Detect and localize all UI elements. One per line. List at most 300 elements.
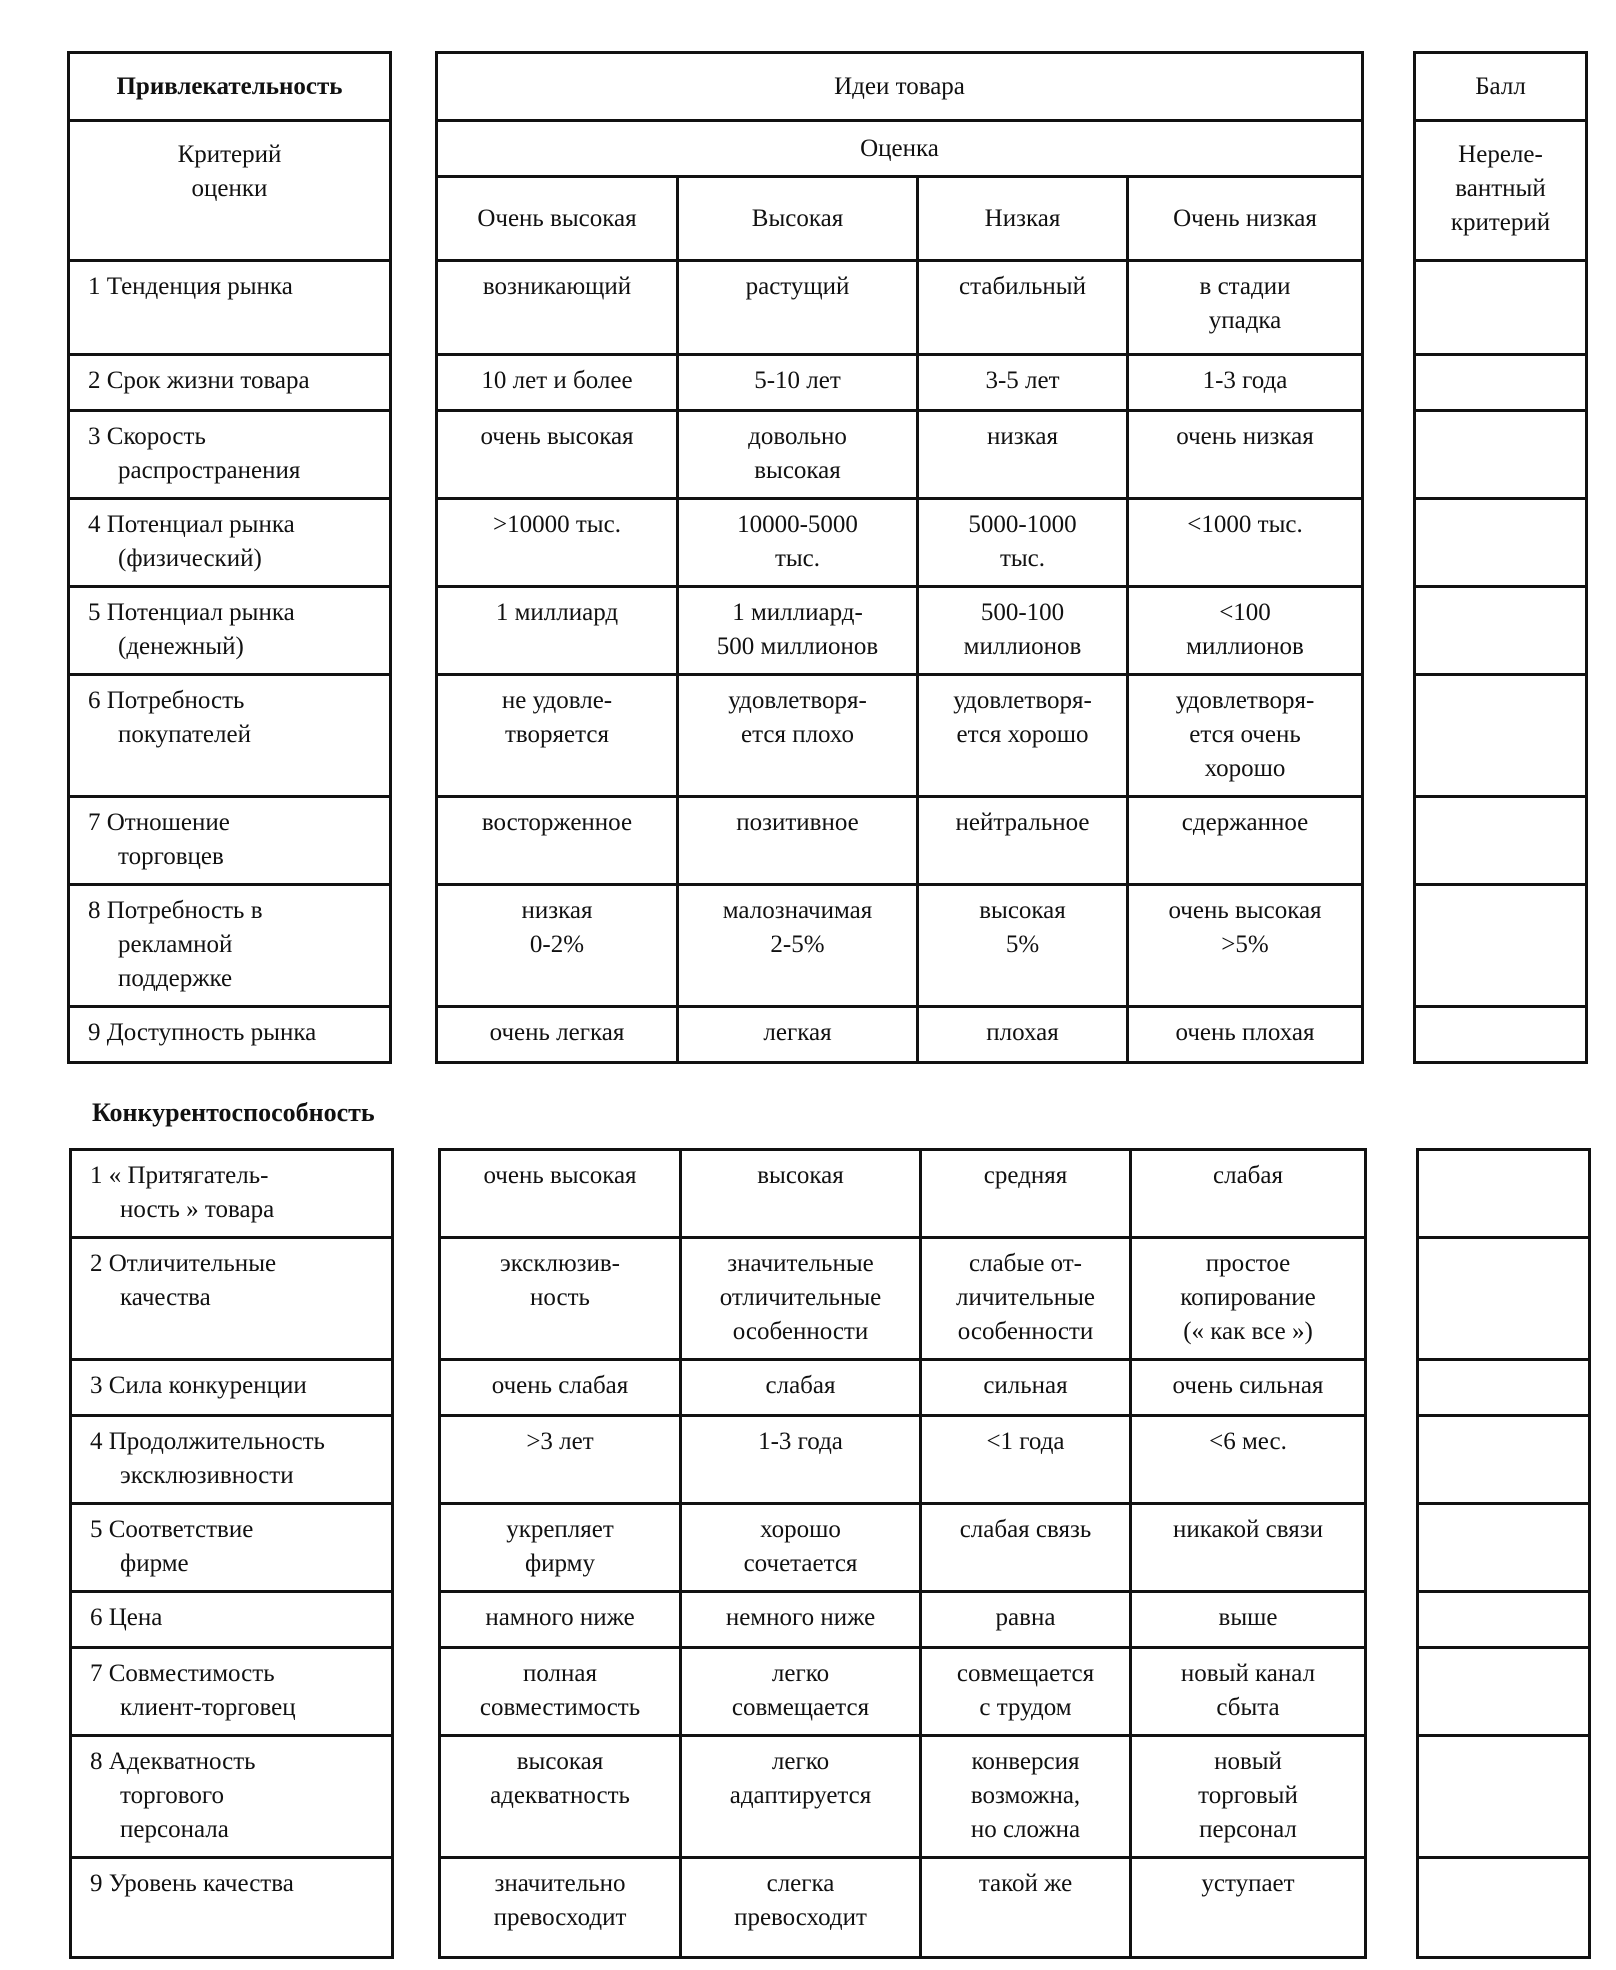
value-cell <box>1128 797 1363 885</box>
table-row <box>69 797 391 885</box>
value-cell <box>1128 1007 1363 1063</box>
value-line: превосходит <box>734 1904 867 1931</box>
score-cell[interactable] <box>1415 675 1587 797</box>
value-line: отличительные <box>719 1284 882 1311</box>
value-line: средняя <box>983 1162 1068 1189</box>
value-cell <box>918 885 1128 1007</box>
value-cell <box>1128 587 1363 675</box>
value-line: 1-3 года <box>758 1428 843 1455</box>
criterion-line: торгового <box>120 1782 224 1809</box>
value-line: новый <box>1214 1748 1282 1775</box>
value-cell <box>678 675 918 797</box>
criterion-cell <box>71 1736 393 1858</box>
table-row <box>1418 1416 1590 1504</box>
criterion-cell <box>69 587 391 675</box>
table-row <box>1415 355 1587 411</box>
level-label: Очень высокая <box>477 204 637 232</box>
value-line: слабая <box>1213 1162 1283 1189</box>
value-line: <1 года <box>986 1428 1065 1455</box>
value-line: простое <box>1205 1250 1291 1277</box>
value-line: плохая <box>986 1019 1059 1046</box>
value-line: совмещается <box>956 1660 1095 1687</box>
value-cell <box>678 499 918 587</box>
score-cell[interactable] <box>1418 1648 1590 1736</box>
criterion-cell <box>71 1238 393 1360</box>
value-line: возможна, <box>970 1782 1081 1809</box>
value-line: выше <box>1218 1604 1278 1631</box>
value-line: восторженное <box>481 809 633 836</box>
value-line: >10000 тыс. <box>493 511 621 538</box>
value-cell <box>437 355 678 411</box>
value-cell <box>681 1360 921 1416</box>
value-line: 1-3 года <box>1202 367 1288 394</box>
value-line: творяется <box>505 721 609 748</box>
value-line: в стадии <box>1199 273 1291 300</box>
value-line: легкая <box>763 1019 832 1046</box>
value-line: ется очень <box>1189 721 1301 748</box>
table-row <box>1418 1736 1590 1858</box>
table-row <box>440 1150 1366 1238</box>
table-row <box>1418 1858 1590 1958</box>
value-cell <box>437 499 678 587</box>
criterion-line: персонала <box>120 1816 229 1843</box>
value-cell <box>440 1648 681 1736</box>
value-line: позитивное <box>736 809 859 836</box>
value-line: фирму <box>524 1550 596 1577</box>
value-line: растущий <box>745 273 850 300</box>
value-cell <box>440 1238 681 1360</box>
value-line: ется плохо <box>741 721 854 748</box>
value-line: возникающий <box>482 273 632 300</box>
irrelevant-header-line: критерий <box>1450 209 1551 236</box>
value-line: высокая <box>979 897 1066 924</box>
value-line: слабая связь <box>959 1516 1092 1543</box>
value-line: легко <box>771 1660 830 1687</box>
value-line: такой же <box>978 1870 1073 1897</box>
attractiveness-values-table <box>435 51 1364 1064</box>
value-line: низкая <box>987 423 1058 450</box>
table-row <box>71 1858 393 1958</box>
value-line: нейтральное <box>955 809 1090 836</box>
value-cell <box>918 499 1128 587</box>
level-header-low <box>918 177 1128 261</box>
value-cell <box>678 797 918 885</box>
level-label: Низкая <box>984 204 1061 232</box>
criterion-line: 6 Потребность <box>88 687 245 714</box>
value-cell <box>918 797 1128 885</box>
value-line: тыс. <box>774 545 821 572</box>
score-cell[interactable] <box>1418 1416 1590 1504</box>
value-line: 5% <box>1005 931 1040 958</box>
value-cell <box>921 1150 1131 1238</box>
value-line: очень слабая <box>491 1372 629 1399</box>
table-row <box>69 261 391 355</box>
value-line: особенности <box>732 1318 869 1345</box>
value-line: высокая <box>757 1162 844 1189</box>
value-line: сбыта <box>1216 1694 1280 1721</box>
level-label: Высокая <box>751 204 844 232</box>
value-line: тыс. <box>999 545 1046 572</box>
value-line: упадка <box>1208 307 1282 334</box>
score-header-label: Балл <box>1475 72 1526 100</box>
value-line: полная <box>523 1660 597 1687</box>
value-line: но сложна <box>970 1816 1081 1843</box>
value-line: 3-5 лет <box>985 367 1060 394</box>
score-cell[interactable] <box>1415 1007 1587 1063</box>
value-line: сильная <box>983 1372 1068 1399</box>
table-row <box>1415 1007 1587 1063</box>
value-cell <box>1128 261 1363 355</box>
value-cell <box>1131 1238 1366 1360</box>
value-cell <box>1131 1150 1366 1238</box>
table-row <box>1418 1504 1590 1592</box>
score-cell[interactable] <box>1415 797 1587 885</box>
score-cell[interactable] <box>1418 1150 1590 1238</box>
value-cell <box>918 411 1128 499</box>
value-line: 500-100 <box>980 599 1065 626</box>
criterion-line: эксклюзивности <box>120 1462 294 1489</box>
value-line: совместимость <box>479 1694 641 1721</box>
value-line: сочетается <box>743 1550 858 1577</box>
criterion-header <box>69 121 391 261</box>
value-cell <box>1131 1648 1366 1736</box>
table-row <box>69 499 391 587</box>
value-line: (« как все ») <box>1183 1318 1313 1345</box>
value-cell <box>921 1648 1131 1736</box>
value-line: 1 миллиард <box>495 599 619 626</box>
table-row <box>69 1007 391 1063</box>
score-cell[interactable] <box>1418 1736 1590 1858</box>
table-row <box>440 1858 1366 1958</box>
criterion-line: ность » товара <box>120 1196 275 1223</box>
criterion-cell <box>69 261 391 355</box>
criterion-line: (физический) <box>118 545 262 572</box>
value-cell <box>1128 355 1363 411</box>
value-cell <box>437 675 678 797</box>
criterion-line: покупателей <box>118 721 251 748</box>
score-cell[interactable] <box>1418 1592 1590 1648</box>
value-line: удовлетворя- <box>953 687 1092 714</box>
value-line: немного ниже <box>725 1604 876 1631</box>
value-line: низкая <box>521 897 593 924</box>
value-line: очень сильная <box>1172 1372 1324 1399</box>
criterion-cell <box>71 1360 393 1416</box>
value-line: очень высокая <box>480 423 634 450</box>
value-cell <box>1128 675 1363 797</box>
table-row <box>1415 675 1587 797</box>
value-cell <box>437 411 678 499</box>
value-line: слабые от- <box>969 1250 1082 1277</box>
value-cell <box>921 1858 1131 1958</box>
value-cell <box>918 261 1128 355</box>
value-line: <1000 тыс. <box>1187 511 1303 538</box>
criterion-line: 5 Соответствие <box>90 1516 254 1543</box>
value-cell <box>681 1150 921 1238</box>
value-line: очень низкая <box>1176 423 1314 450</box>
criterion-line: 2 Срок жизни товара <box>88 367 310 394</box>
table-row <box>71 1504 393 1592</box>
criterion-line: 1 « Притягатель- <box>90 1162 269 1189</box>
criterion-cell <box>69 1007 391 1063</box>
criterion-line: поддержке <box>118 965 233 992</box>
criterion-cell <box>69 355 391 411</box>
criterion-line: 2 Отличительные <box>90 1250 277 1277</box>
score-cell[interactable] <box>1415 499 1587 587</box>
value-cell <box>440 1416 681 1504</box>
table-row <box>71 1360 393 1416</box>
value-cell <box>440 1736 681 1858</box>
value-line: слабая <box>765 1372 836 1399</box>
value-cell <box>678 355 918 411</box>
table-row <box>1418 1592 1590 1648</box>
assessment-label: Оценка <box>860 134 939 162</box>
table-row <box>69 675 391 797</box>
table-row <box>440 1360 1366 1416</box>
value-line: очень высокая <box>1168 897 1322 924</box>
criterion-line: 8 Адекватность <box>90 1748 256 1775</box>
criterion-cell <box>71 1150 393 1238</box>
value-line: миллионов <box>1186 633 1304 660</box>
value-line: 500 миллионов <box>716 633 879 660</box>
table-row <box>71 1416 393 1504</box>
criterion-line: 6 Цена <box>90 1604 163 1631</box>
product-ideas-header <box>437 53 1363 121</box>
value-cell <box>437 885 678 1007</box>
score-cell[interactable] <box>1415 885 1587 1007</box>
attractiveness-header-label: Привлекательность <box>116 72 343 100</box>
value-cell <box>678 1007 918 1063</box>
criterion-line: 4 Потенциал рынка <box>88 511 295 538</box>
table-row <box>437 1007 1363 1063</box>
table-row <box>1418 1648 1590 1736</box>
assessment-header <box>437 121 1363 177</box>
value-cell <box>921 1238 1131 1360</box>
value-cell <box>681 1858 921 1958</box>
table-row <box>437 675 1363 797</box>
value-cell <box>1131 1736 1366 1858</box>
value-line: совмещается <box>731 1694 870 1721</box>
table-row <box>71 1238 393 1360</box>
value-cell <box>681 1592 921 1648</box>
table-row <box>71 1592 393 1648</box>
value-line: слегка <box>766 1870 835 1897</box>
table-row <box>1415 587 1587 675</box>
criterion-line: 9 Доступность рынка <box>88 1019 317 1046</box>
value-cell <box>1131 1504 1366 1592</box>
criterion-line: качества <box>120 1284 211 1311</box>
value-cell <box>678 411 918 499</box>
score-cell[interactable] <box>1418 1360 1590 1416</box>
value-line: >3 лет <box>526 1428 594 1455</box>
value-line: новый канал <box>1180 1660 1316 1687</box>
value-cell <box>1131 1416 1366 1504</box>
value-cell <box>1128 885 1363 1007</box>
level-header-very-low <box>1128 177 1363 261</box>
value-cell <box>440 1858 681 1958</box>
value-line: уступает <box>1201 1870 1295 1897</box>
table-row <box>69 355 391 411</box>
attractiveness-score-table <box>1413 51 1588 1064</box>
criterion-header-line: Критерий <box>177 141 282 168</box>
value-line: 10000-5000 <box>737 511 858 538</box>
value-line: никакой связи <box>1173 1516 1323 1543</box>
table-row <box>437 499 1363 587</box>
value-line: 5000-1000 <box>968 511 1077 538</box>
irrelevant-header-line: вантный <box>1455 175 1546 202</box>
table-row <box>1418 1150 1590 1238</box>
table-row <box>437 411 1363 499</box>
competitiveness-values-table <box>438 1148 1367 1959</box>
table-row <box>1415 885 1587 1007</box>
criterion-line: фирме <box>120 1550 189 1577</box>
criterion-cell <box>71 1416 393 1504</box>
criterion-cell <box>69 499 391 587</box>
criterion-line: 8 Потребность в <box>88 897 263 924</box>
criterion-header-line: оценки <box>191 175 268 202</box>
value-line: значительно <box>494 1870 626 1897</box>
table-row <box>1418 1238 1590 1360</box>
score-cell[interactable] <box>1418 1504 1590 1592</box>
value-line: сдержанное <box>1181 809 1309 836</box>
value-cell <box>918 1007 1128 1063</box>
criterion-line: 4 Продолжительность <box>90 1428 325 1455</box>
table-row <box>1415 797 1587 885</box>
product-ideas-label: Идеи товара <box>834 72 965 100</box>
score-cell[interactable] <box>1418 1858 1590 1958</box>
criterion-cell <box>71 1504 393 1592</box>
value-line: ность <box>530 1284 590 1311</box>
value-line: очень легкая <box>489 1019 625 1046</box>
criterion-line: клиент-торговец <box>120 1694 296 1721</box>
table-row <box>437 355 1363 411</box>
value-line: ется хорошо <box>956 721 1089 748</box>
value-line: высокая <box>516 1748 604 1775</box>
table-row <box>69 587 391 675</box>
value-cell <box>681 1736 921 1858</box>
value-cell <box>1131 1592 1366 1648</box>
value-cell <box>918 355 1128 411</box>
value-line: укрепляет <box>506 1516 614 1543</box>
table-row <box>440 1416 1366 1504</box>
value-cell <box>1131 1858 1366 1958</box>
value-line: значительные <box>727 1250 874 1277</box>
value-line: хорошо <box>760 1516 841 1543</box>
value-line: 5-10 лет <box>754 367 841 394</box>
criterion-line: рекламной <box>118 931 233 958</box>
criterion-cell <box>69 411 391 499</box>
value-line: высокая <box>754 457 841 484</box>
value-line: 1 миллиард- <box>732 599 863 626</box>
table-row <box>1415 411 1587 499</box>
criterion-line: 3 Скорость <box>88 423 206 450</box>
table-row <box>440 1648 1366 1736</box>
score-cell[interactable] <box>1415 355 1587 411</box>
value-line: удовлетворя- <box>1175 687 1315 714</box>
criterion-cell <box>69 675 391 797</box>
table-row <box>1415 261 1587 355</box>
value-cell <box>921 1504 1131 1592</box>
value-cell <box>437 1007 678 1063</box>
level-label: Очень низкая <box>1173 204 1317 232</box>
value-cell <box>440 1360 681 1416</box>
value-cell <box>921 1360 1131 1416</box>
value-cell <box>440 1504 681 1592</box>
score-cell[interactable] <box>1415 587 1587 675</box>
table-row <box>440 1736 1366 1858</box>
value-line: очень плохая <box>1175 1019 1315 1046</box>
score-cell[interactable] <box>1418 1238 1590 1360</box>
value-line: 2-5% <box>770 931 825 958</box>
table-row <box>1415 499 1587 587</box>
value-cell <box>437 797 678 885</box>
value-cell <box>678 885 918 1007</box>
value-line: довольно <box>748 423 847 450</box>
value-cell <box>1131 1360 1366 1416</box>
value-cell <box>921 1736 1131 1858</box>
competitiveness-section-title: Конкурентоспособность <box>92 1098 375 1127</box>
criterion-line: (денежный) <box>118 633 244 660</box>
value-line: не удовле- <box>501 687 613 714</box>
table-row <box>437 797 1363 885</box>
value-line: легко <box>771 1748 830 1775</box>
value-line: адекватность <box>490 1782 630 1809</box>
criterion-line: 1 Тенденция рынка <box>88 273 293 300</box>
score-cell[interactable] <box>1415 411 1587 499</box>
table-row <box>69 885 391 1007</box>
table-row <box>1418 1360 1590 1416</box>
value-cell <box>681 1504 921 1592</box>
value-line: превосходит <box>493 1904 627 1931</box>
value-line: 10 лет и более <box>481 367 633 394</box>
competitiveness-criteria-table <box>69 1148 394 1959</box>
value-line: копирование <box>1180 1284 1316 1311</box>
value-cell <box>681 1416 921 1504</box>
value-line: <100 <box>1219 599 1271 626</box>
value-cell <box>440 1150 681 1238</box>
value-line: малозначимая <box>722 897 873 924</box>
irrelevant-criterion-header <box>1415 121 1587 261</box>
attractiveness-criteria-table <box>67 51 392 1064</box>
criterion-line: распространения <box>118 457 301 484</box>
criterion-cell <box>69 797 391 885</box>
value-cell <box>681 1238 921 1360</box>
table-row <box>437 587 1363 675</box>
irrelevant-header-line: Нереле- <box>1458 141 1543 168</box>
value-line: хорошо <box>1204 755 1286 782</box>
value-cell <box>921 1416 1131 1504</box>
value-line: с трудом <box>979 1694 1072 1721</box>
table-row <box>71 1150 393 1238</box>
value-cell <box>918 587 1128 675</box>
value-line: миллионов <box>963 633 1082 660</box>
value-line: персонал <box>1199 1816 1297 1843</box>
criterion-line: торговцев <box>118 843 224 870</box>
criterion-line: 3 Сила конкуренции <box>90 1372 307 1399</box>
value-cell <box>918 675 1128 797</box>
criterion-cell <box>71 1648 393 1736</box>
value-cell <box>1128 499 1363 587</box>
score-cell[interactable] <box>1415 261 1587 355</box>
criterion-cell <box>69 885 391 1007</box>
value-cell <box>437 261 678 355</box>
criterion-line: 5 Потенциал рынка <box>88 599 295 626</box>
score-header <box>1415 53 1587 121</box>
value-line: 0-2% <box>529 931 585 958</box>
table-row <box>71 1648 393 1736</box>
level-header-high <box>678 177 918 261</box>
value-line: удовлетворя- <box>728 687 867 714</box>
criterion-line: 7 Совместимость <box>90 1660 275 1687</box>
